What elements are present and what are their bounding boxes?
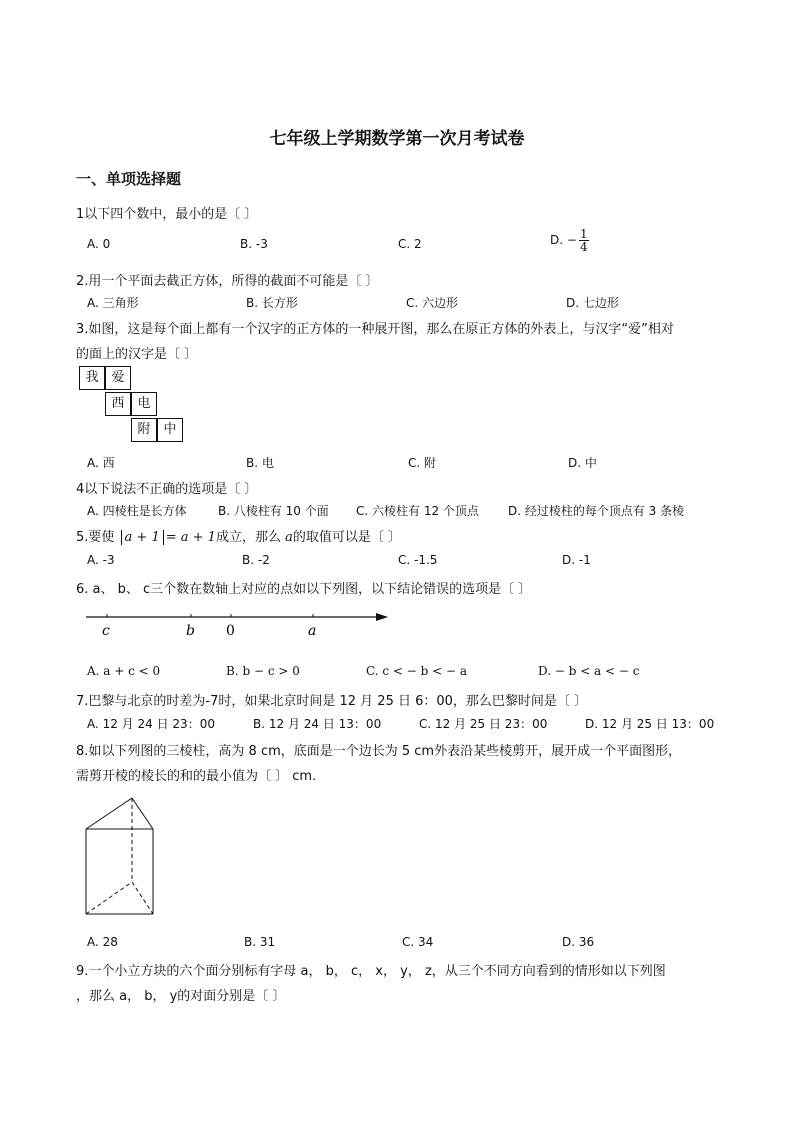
q5-abs-expression: a + 1 (121, 530, 164, 545)
q3-option-c[interactable]: C. 附 (408, 456, 437, 470)
axis-label-c: c (102, 623, 110, 639)
number-line-figure (80, 604, 400, 644)
net-cell-wo: 我 (79, 366, 105, 390)
question-5-stem (76, 526, 401, 545)
question-9-stem-line1: 9.一个小立方块的六个面分别标有字母 a， b， c， x， y， z，从三个不同方向看到的情形如以下列图 (76, 964, 666, 979)
q5-stem-post: 的取值可以是〔 〕 (292, 530, 402, 545)
page-title: 七年级上学期数学第一次月考试卷 (269, 129, 525, 149)
net-cell-zhong: 中 (157, 418, 183, 442)
q1-option-d-sign: − (566, 233, 577, 247)
question-6-stem: 6. a、 b、 c三个数在数轴上对应的点如以下列图，以下结论错误的选项是〔 〕 (76, 582, 532, 597)
question-9-stem-line2: ，那么 a， b， y的对面分别是〔 〕 (76, 989, 286, 1004)
q3-option-b[interactable]: B. 电 (246, 456, 274, 470)
q5-option-a[interactable]: A. -3 (87, 553, 115, 567)
question-1-stem: 1以下四个数中，最小的是〔 〕 (76, 207, 258, 222)
q4-option-a[interactable]: A. 四棱柱是长方体 (87, 504, 187, 518)
q4-option-c[interactable]: C. 六棱柱有 12 个顶点 (356, 504, 479, 518)
q5-stem-mid: 成立，那么 (215, 530, 281, 545)
q7-option-c[interactable]: C. 12 月 25 日 23：00 (419, 717, 548, 731)
section-heading: 一、单项选择题 (76, 170, 182, 188)
q7-option-d[interactable]: D. 12 月 25 日 13：00 (585, 717, 715, 731)
question-8-stem-line1: 8.如以下列图的三棱柱，高为 8 cm，底面是一个边长为 5 cm外表沿某些棱剪开，展开成一个平面图形， (76, 744, 682, 759)
triangular-prism-figure (80, 794, 160, 918)
q1-option-b[interactable]: B. -3 (240, 237, 268, 251)
q2-option-b[interactable]: B. 长方形 (246, 296, 298, 310)
net-cell-xi: 西 (105, 392, 131, 416)
q5-option-d[interactable]: D. -1 (562, 553, 591, 567)
q8-option-a[interactable]: A. 28 (87, 935, 118, 949)
q7-option-a[interactable]: A. 12 月 24 日 23：00 (87, 717, 215, 731)
prism-hidden-edge (86, 882, 132, 914)
fraction-numerator: 1 (579, 227, 588, 241)
q1-option-d-prefix: D. (550, 233, 564, 247)
q6-option-a[interactable]: A. a + c < 0 (87, 664, 161, 678)
q4-option-b[interactable]: B. 八棱柱有 10 个面 (218, 504, 329, 518)
question-4-stem: 4以下说法不正确的选项是〔 〕 (76, 482, 258, 497)
q3-option-d[interactable]: D. 中 (568, 456, 597, 470)
q1-option-c[interactable]: C. 2 (398, 237, 422, 251)
question-7-stem: 7.巴黎与北京的时差为-7时，如果北京时间是 12 月 25 日 6：00，那么巴黎时间是〔 〕 (76, 694, 588, 709)
prism-edge (86, 798, 132, 829)
axis-label-a: a (308, 623, 317, 639)
q5-option-c[interactable]: C. -1.5 (398, 553, 438, 567)
q1-option-a[interactable]: A. 0 (87, 237, 111, 251)
q6-option-c[interactable]: C. c < − b < − a (366, 664, 468, 678)
question-3-stem-line1: 3.如图，这是每个面上都有一个汉字的正方体的一种展开图，那么在原正方体的外表上，与汉字“爱”相对 (76, 322, 674, 337)
q5-option-b[interactable]: B. -2 (242, 553, 270, 567)
number-line-arrow (376, 613, 388, 621)
q5-eq-rhs: = a + 1 (165, 530, 216, 545)
q5-variable: a (285, 530, 293, 545)
q8-option-c[interactable]: C. 34 (402, 935, 434, 949)
q3-option-a[interactable]: A. 西 (87, 456, 115, 470)
q2-option-a[interactable]: A. 三角形 (87, 296, 139, 310)
question-3-stem-line2: 的面上的汉字是〔 〕 (76, 347, 198, 362)
q6-option-b[interactable]: B. b − c > 0 (226, 664, 300, 678)
q8-option-b[interactable]: B. 31 (244, 935, 276, 949)
q2-option-c[interactable]: C. 六边形 (406, 296, 459, 310)
q1-option-d[interactable] (550, 228, 589, 253)
q4-option-d[interactable]: D. 经过棱柱的每个顶点有 3 条棱 (508, 504, 685, 518)
net-cell-dian: 电 (131, 392, 157, 416)
question-8-stem-line2: 需剪开棱的棱长的和的最小值为〔 〕 cm. (76, 769, 317, 784)
q2-option-d[interactable]: D. 七边形 (566, 296, 619, 310)
q6-option-d[interactable]: D. − b < a < − c (538, 664, 640, 678)
q8-option-d[interactable]: D. 36 (562, 935, 595, 949)
prism-hidden-edge (132, 882, 153, 914)
fraction-denominator: 4 (579, 240, 588, 254)
q5-stem-pre: 5.要使 (76, 530, 115, 545)
axis-label-b: b (186, 623, 195, 639)
q7-option-b[interactable]: B. 12 月 24 日 13：00 (253, 717, 382, 731)
net-cell-ai: 爱 (105, 366, 131, 390)
net-cell-fu: 附 (131, 418, 157, 442)
question-2-stem: 2.用一个平面去截正方体，所得的截面不可能是〔 〕 (76, 274, 379, 289)
axis-label-zero: 0 (226, 623, 235, 639)
q1-option-d-fraction (579, 228, 589, 253)
prism-edge (132, 798, 153, 829)
